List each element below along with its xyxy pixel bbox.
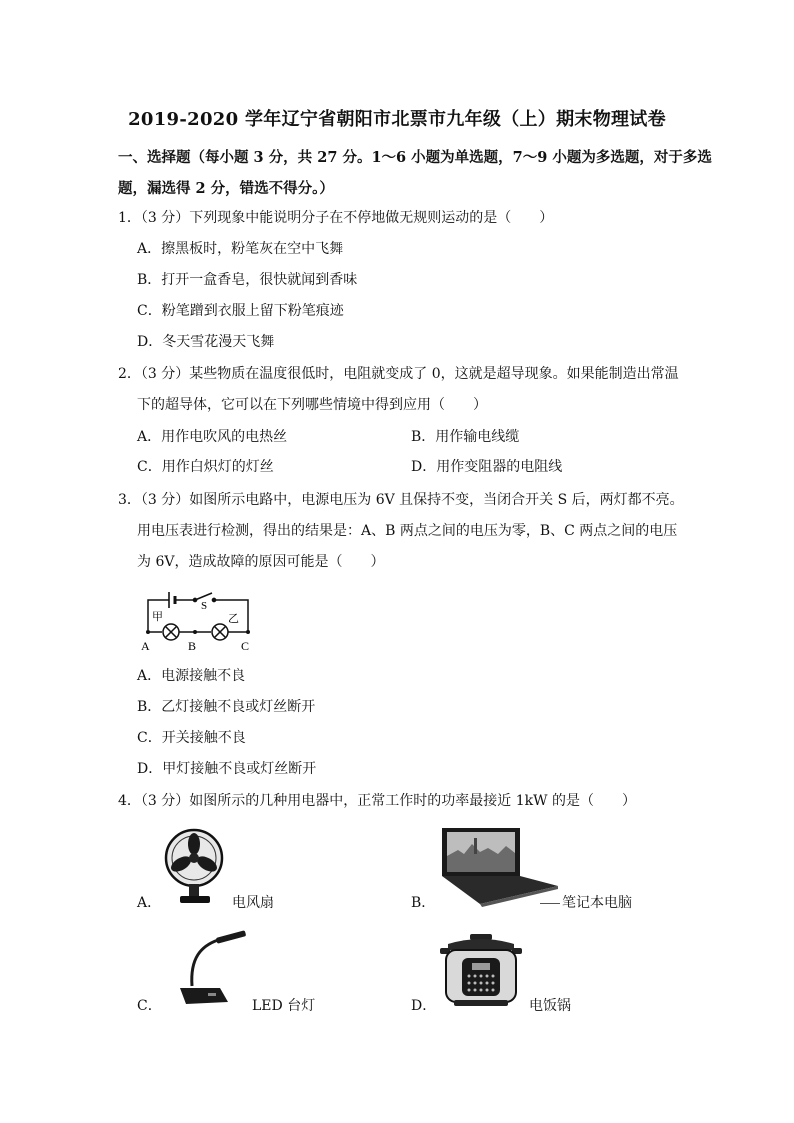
q2-stem-line1: 2．（3 分）某些物质在温度很低时，电阻就变成了 0，这就是超导现象。如果能制造出常温	[118, 366, 679, 382]
section-heading-line1: 一、选择题（每小题 3 分，共 27 分。1～6 小题为单选题，7～9 小题为多选题，对于多选	[118, 149, 712, 166]
node-c-label: C	[241, 639, 250, 653]
q3-option-b: B．乙灯接触不良或灯丝断开	[137, 699, 316, 715]
lamp2-label: 乙	[228, 612, 239, 625]
q1-option-a: A．擦黑板时，粉笔灰在空中飞舞	[137, 241, 344, 257]
q3-stem-line3: 为 6V，造成故障的原因可能是（ ）	[137, 554, 385, 570]
q2-option-b: B．用作输电线缆	[411, 429, 520, 445]
q2-option-d: D．用作变阻器的电阻线	[411, 459, 563, 475]
q3-stem-line2: 用电压表进行检测，得出的结果是：A、B 两点之间的电压为零，B、C 两点之间的电压	[137, 523, 678, 539]
q4-option-a-letter: A．	[137, 895, 162, 911]
q2-stem-line2: 下的超导体，它可以在下列哪些情境中得到应用（ ）	[137, 397, 487, 413]
laptop-icon	[436, 826, 560, 908]
q3-option-d: D．甲灯接触不良或灯丝断开	[137, 761, 317, 777]
q4-stem: 4．（3 分）如图所示的几种用电器中，正常工作时的功率最接近 1kW 的是（ ）	[118, 793, 636, 809]
lamp1-label: 甲	[152, 610, 163, 623]
q4-option-d-label: 电饭锅	[529, 998, 571, 1014]
page-title: 2019-2020 学年辽宁省朝阳市北票市九年级（上）期末物理试卷	[128, 109, 666, 130]
q4-option-a-label: 电风扇	[232, 895, 274, 911]
q3-option-c: C．开关接触不良	[137, 730, 246, 746]
q4-option-d-letter: D．	[411, 998, 437, 1014]
q4-option-c-label: LED 台灯	[252, 998, 316, 1014]
electric-fan-icon	[162, 828, 226, 908]
q2-option-c: C．用作白炽灯的灯丝	[137, 459, 274, 475]
node-b-label: B	[188, 639, 197, 653]
led-lamp-icon	[166, 930, 246, 1010]
q1-option-d: D．冬天雪花漫天飞舞	[137, 334, 275, 350]
q1-option-b: B．打开一盒香皂，很快就闻到香味	[137, 272, 358, 288]
q2-option-a: A．用作电吹风的电热丝	[137, 429, 288, 445]
q4-option-b-letter: B．	[411, 895, 436, 911]
switch-label: S	[201, 600, 208, 612]
q3-stem-line1: 3．（3 分）如图所示电路中，电源电压为 6V 且保持不变，当闭合开关 S 后，两灯都不亮。	[118, 492, 684, 508]
circuit-diagram	[135, 584, 265, 654]
q3-option-a: A．电源接触不良	[137, 668, 246, 684]
section-heading-line2: 题，漏选得 2 分，错选不得分。）	[118, 180, 334, 197]
rice-cooker-icon	[440, 934, 522, 1008]
node-a-label: A	[141, 639, 150, 653]
q4-option-c-letter: C．	[137, 998, 162, 1014]
q1-stem: 1．（3 分）下列现象中能说明分子在不停地做无规则运动的是（ ）	[118, 210, 554, 226]
q4-option-b-label: 笔记本电脑	[562, 895, 632, 911]
laptop-leader-line	[540, 903, 560, 904]
q1-option-c: C．粉笔蹭到衣服上留下粉笔痕迹	[137, 303, 344, 319]
